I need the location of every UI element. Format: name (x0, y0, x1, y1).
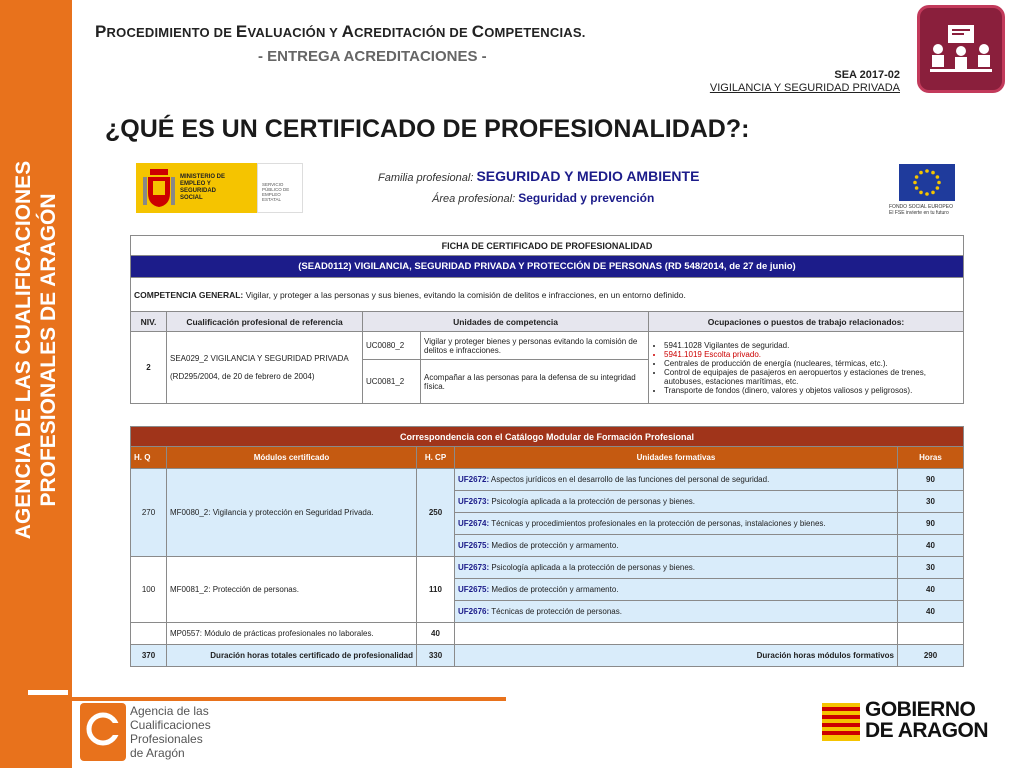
correspondencia-table (130, 426, 964, 667)
col-hcp: H. CP (417, 447, 455, 469)
gobierno-logo-text: GOBIERNO DE ARAGON (865, 698, 989, 742)
m2-hcp: 110 (417, 557, 455, 623)
uf-hours: 30 (898, 491, 964, 513)
col-cualificacion: Cualificación profesional de referencia (167, 312, 363, 332)
m1-hcp: 250 (417, 469, 455, 557)
competencia-general: COMPETENCIA GENERAL: Vigilar, y proteger a las personas y sus bienes, evitando la comisión de delitos e infracciones, en un entorno definido. (131, 278, 964, 312)
uf-hours: 90 (898, 469, 964, 491)
sidebar-title (0, 0, 72, 700)
uf-hours: 90 (898, 513, 964, 535)
uc2-code: UC0081_2 (363, 360, 421, 404)
uc1-text: Vigilar y proteger bienes y personas evitando la comisión de delitos e infracciones. (421, 332, 649, 360)
uf-cell: UF2673: Psicología aplicada a la protección de personas y bienes. (455, 491, 898, 513)
col-modulos: Módulos certificado (167, 447, 417, 469)
list-item: • Transporte de fondos (dinero, valores y objetos valiosos y peligrosos). (664, 386, 960, 395)
uf-cell: UF2674: Técnicas y procedimientos profesionales en la protección de personas, instalaciones y bienes. (455, 513, 898, 535)
table-row (131, 557, 964, 579)
eu-caption: FONDO SOCIAL EUROPEO El FSE invierte en tu futuro (889, 204, 953, 216)
m1-hq: 270 (131, 469, 167, 557)
table-row (131, 469, 964, 491)
list-item: • 5941.1019 Escolta privado. (664, 350, 960, 359)
sidebar-line-2: PROFESIONALES DE ARAGÓN (37, 193, 60, 507)
header-code: SEA 2017-02 (834, 69, 900, 81)
list-item: • Control de equipajes de pasajeros en aeropuertos y estaciones de trenes, autobuses, estaciones marítimas, etc. (664, 368, 960, 386)
niv-value: 2 (131, 332, 167, 404)
uf-hours: 40 (898, 535, 964, 557)
ficha-title: FICHA DE CERTIFICADO DE PROFESIONALIDAD (131, 236, 964, 256)
col-unidades: Unidades de competencia (363, 312, 649, 332)
header-title: PROCEDIMIENTO DE EVALUACIÓN Y ACREDITACIÓN DE COMPETENCIAS. (95, 22, 586, 41)
uf-hours: 30 (898, 557, 964, 579)
uf-hours: 40 (898, 579, 964, 601)
family-line: Familia profesional: SEGURIDAD Y MEDIO AMBIENTE (378, 168, 700, 184)
totals-row (131, 645, 964, 667)
sidebar-line-1: AGENCIA DE LAS CUALIFICACIONES (12, 160, 35, 540)
sidebar-accent-bar (28, 690, 68, 695)
total-mod-label: Duración horas módulos formativos (455, 645, 898, 667)
footer-divider (72, 697, 506, 701)
area-line: Área profesional: Seguridad y prevención (432, 191, 655, 205)
header-subtitle: - ENTREGA ACREDITACIONES - (258, 48, 487, 65)
cualificacion-cell: SEA029_2 VIGILANCIA Y SEGURIDAD PRIVADA (RD295/2004, de 20 de febrero de 2004) (167, 332, 363, 404)
spe-text: SERVICIO PÚBLICO DE EMPLEO ESTATAL (257, 163, 303, 213)
ficha-code-title: (SEAD0112) VIGILANCIA, SEGURIDAD PRIVADA Y PROTECCIÓN DE PERSONAS (RD 548/2014, de 27 de junio) (131, 256, 964, 278)
total-hcp: 330 (417, 645, 455, 667)
col-horas: Horas (898, 447, 964, 469)
m2-hq: 100 (131, 557, 167, 623)
eu-flag-icon (899, 164, 955, 201)
ocupaciones-cell (649, 332, 964, 404)
corr-title: Correspondencia con el Catálogo Modular de Formación Profesional (131, 427, 964, 447)
ministry-text: MINISTERIO DE EMPLEO Y SEGURIDAD SOCIAL (180, 174, 226, 201)
total-hq: 370 (131, 645, 167, 667)
table-row (131, 623, 964, 645)
agency-logo-icon (80, 703, 126, 761)
list-item: • Centrales de producción de energía (nucleares, térmicas, etc.). (664, 359, 960, 368)
uc1-code: UC0080_2 (363, 332, 421, 360)
uf-cell: UF2673: Psicología aplicada a la protección de personas y bienes. (455, 557, 898, 579)
total-mod: 290 (898, 645, 964, 667)
ministry-logo (136, 163, 303, 213)
list-item: • 5941.1028 Vigilantes de seguridad. (664, 341, 960, 350)
ficha-table (130, 235, 964, 404)
aragon-flag-icon (822, 703, 860, 741)
page-title: ¿QUÉ ES UN CERTIFICADO DE PROFESIONALIDAD?: (105, 115, 750, 143)
uf-cell: UF2675: Medios de protección y armamento. (455, 579, 898, 601)
col-ocupaciones: Ocupaciones o puestos de trabajo relacionados: (649, 312, 964, 332)
total-label: Duración horas totales certificado de profesionalidad (167, 645, 417, 667)
agency-name: Agencia de las Cualificaciones Profesionales de Aragón (130, 704, 211, 760)
m1-name: MF0080_2: Vigilancia y protección en Seguridad Privada. (167, 469, 417, 557)
mp-name: MP0557: Módulo de prácticas profesionales no laborales. (167, 623, 417, 645)
uf-cell: UF2675: Medios de protección y armamento. (455, 535, 898, 557)
col-hq: H. Q (131, 447, 167, 469)
col-uf: Unidades formativas (455, 447, 898, 469)
uf-hours: 40 (898, 601, 964, 623)
m2-name: MF0081_2: Protección de personas. (167, 557, 417, 623)
uf-cell: UF2676: Técnicas de protección de personas. (455, 601, 898, 623)
uc2-text: Acompañar a las personas para la defensa de su integridad física. (421, 360, 649, 404)
coat-of-arms-icon (142, 167, 176, 209)
col-niv: NIV. (131, 312, 167, 332)
header-area-link[interactable]: VIGILANCIA Y SEGURIDAD PRIVADA (709, 82, 900, 94)
classroom-logo-icon (917, 5, 1005, 93)
uf-cell: UF2672: Aspectos jurídicos en el desarrollo de las funciones del personal de seguridad. (455, 469, 898, 491)
mp-hcp: 40 (417, 623, 455, 645)
